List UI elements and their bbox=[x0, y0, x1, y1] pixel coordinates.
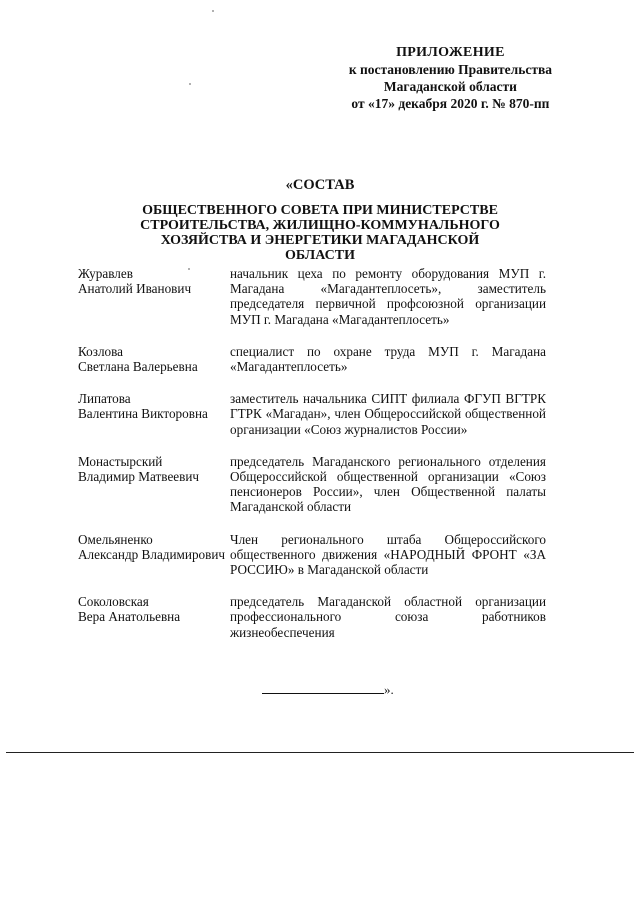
member-row bbox=[78, 266, 546, 327]
title-line-1: ОБЩЕСТВЕННОГО СОВЕТА ПРИ МИНИСТЕРСТВЕ bbox=[142, 203, 498, 218]
member-position: председатель Магаданского регионального отделения Общероссийской общественной организации «Союз пенсионеров России», член Общественной палаты Магаданской области bbox=[230, 453, 546, 515]
member-row bbox=[78, 532, 546, 578]
document-title bbox=[120, 178, 520, 263]
appendix-header bbox=[349, 44, 552, 112]
member-given-names: Светлана Валерьевна bbox=[78, 359, 198, 375]
closing-quote: ». bbox=[384, 682, 394, 697]
member-position: специалист по охране труда МУП г. Магадана «Магадантеплосеть» bbox=[230, 343, 546, 375]
member-row bbox=[78, 454, 546, 515]
member-surname: Соколовская bbox=[78, 594, 149, 610]
member-name bbox=[78, 344, 230, 374]
title-sostav: «СОСТАВ bbox=[285, 177, 355, 193]
member-given-names: Вера Анатольевна bbox=[78, 609, 181, 625]
member-name bbox=[78, 454, 230, 515]
member-given-names: Александр Владимирович bbox=[78, 546, 226, 562]
closing-underline bbox=[262, 683, 384, 694]
member-row bbox=[78, 594, 546, 640]
scan-speck bbox=[212, 10, 214, 12]
member-given-names: Анатолий Иванович bbox=[78, 281, 192, 297]
appendix-line-2: Магаданской области bbox=[383, 79, 517, 94]
member-name bbox=[78, 266, 230, 327]
member-surname: Омельяненко bbox=[78, 531, 153, 547]
scan-speck bbox=[189, 83, 191, 85]
member-name bbox=[78, 532, 230, 578]
member-name bbox=[78, 594, 230, 640]
member-given-names: Владимир Матвеевич bbox=[78, 469, 200, 485]
title-line-4: ОБЛАСТИ bbox=[285, 248, 355, 263]
member-surname: Монастырский bbox=[78, 453, 163, 469]
member-surname: Журавлев bbox=[78, 266, 133, 281]
appendix-line-1: к постановлению Правительства bbox=[348, 62, 552, 77]
member-position: заместитель начальника СИПТ филиала ФГУП ВГТРК ГТРК «Магадан», член Общероссийской общественной организации «Союз журналистов России» bbox=[230, 391, 546, 437]
member-position: начальник цеха по ремонту оборудования МУП г. Магадана «Магадантеплосеть», заместитель председателя первичной профсоюзной организации МУП г. Магадана «Магадантеплосеть» bbox=[230, 266, 546, 327]
title-line-2: СТРОИТЕЛЬСТВА, ЖИЛИЩНО-КОММУНАЛЬНОГО bbox=[140, 218, 500, 233]
appendix-heading: ПРИЛОЖЕНИЕ bbox=[396, 45, 505, 60]
member-surname: Липатова bbox=[78, 391, 131, 407]
member-position: председатель Магаданской областной организации профессионального союза работников жизнеобеспечения bbox=[230, 594, 546, 640]
page-bottom-divider bbox=[6, 752, 634, 753]
title-line-3: ХОЗЯЙСТВА И ЭНЕРГЕТИКИ МАГАДАНСКОЙ bbox=[160, 233, 480, 248]
member-surname: Козлова bbox=[78, 343, 124, 359]
member-name bbox=[78, 391, 230, 437]
scan-speck bbox=[188, 268, 190, 270]
member-row bbox=[78, 391, 546, 437]
appendix-line-3: от «17» декабря 2020 г. № 870-пп bbox=[351, 96, 550, 111]
members-list bbox=[78, 266, 546, 657]
closing-mark bbox=[262, 682, 394, 698]
member-row bbox=[78, 344, 546, 374]
member-position: Член регионального штаба Общероссийского общественного движения «НАРОДНЫЙ ФРОНТ «ЗА РОССИЮ» в Магаданской области bbox=[230, 531, 546, 578]
member-given-names: Валентина Викторовна bbox=[78, 406, 208, 422]
